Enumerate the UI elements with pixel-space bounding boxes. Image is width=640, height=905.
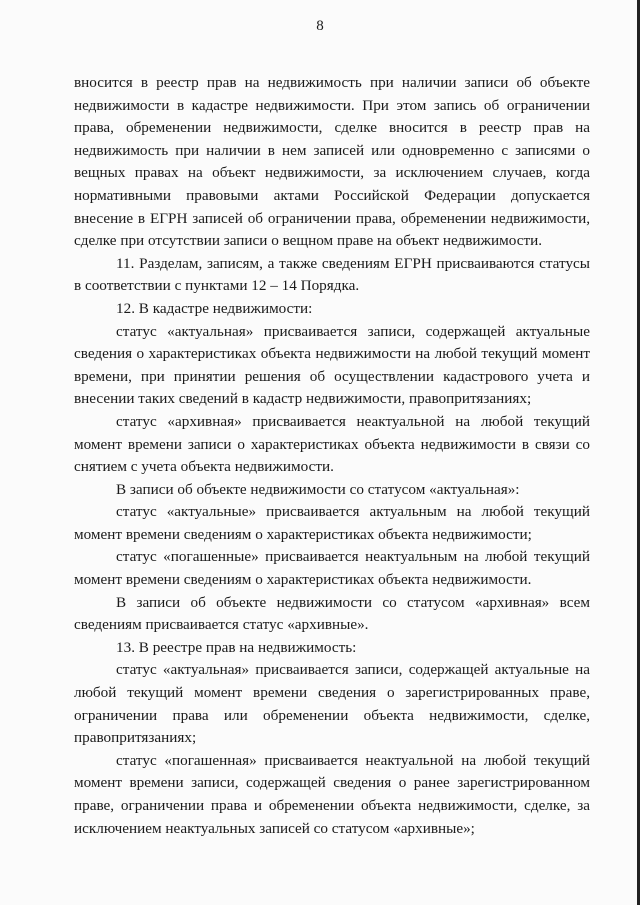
paragraph-status-redeemed-info: статус «погашенные» присваивается неактуальным на любой текущий момент времени сведениям о характеристиках объекта недвижимости. xyxy=(74,548,590,589)
paragraph-actual-record-intro: В записи об объекте недвижимости со статусом «актуальная»: xyxy=(116,480,520,498)
paragraph-status-actual-record: статус «актуальная» присваивается записи, содержащей актуальные сведения о характеристиках объекта недвижимости на любой текущий момент времени, при принятии решения об осуществлении кадастрового учета и внесении таких сведений в кадастр недвижимости, правопритязаниях; xyxy=(74,322,590,408)
paragraph-item-12-heading: 12. В кадастре недвижимости: xyxy=(116,299,313,317)
paragraph-item-13-heading: 13. В реестре прав на недвижимость: xyxy=(116,638,357,656)
paragraph-status-archive-record: статус «архивная» присваивается неактуальной на любой текущий момент времени записи о характеристиках объекта недвижимости в связи со снятием с учета объекта недвижимости. xyxy=(74,412,590,476)
paragraph-status-actual-info: статус «актуальные» присваивается актуальным на любой текущий момент времени сведениям о характеристиках объекта недвижимости; xyxy=(74,503,590,543)
paragraph-archive-record-info: В записи об объекте недвижимости со статусом «архивная» всем сведениям присваивается статус «архивные». xyxy=(74,593,590,634)
page-number: 8 xyxy=(316,18,324,34)
paragraph-status-redeemed-rights: статус «погашенная» присваивается неактуальной на любой текущий момент времени записи, содержащей сведения о ранее зарегистрированном праве, ограничении права и обременении объекта недвижимости, сделке, за исключением неактуальных записей со статусом «архивные»; xyxy=(74,751,590,837)
paragraph-item-11: 11. Разделам, записям, а также сведениям ЕГРН присваиваются статусы в соответствии с пунктами 12 – 14 Порядка. xyxy=(74,254,590,295)
document-body xyxy=(74,72,590,840)
paragraph-status-actual-rights: статус «актуальная» присваивается записи, содержащей актуальные на любой текущий момент времени сведения о зарегистрированных праве, ограничении права или обременении объекта недвижимости, сделке, правопритязаниях; xyxy=(74,661,590,747)
paragraph-continuation: вносится в реестр прав на недвижимость при наличии записи об объекте недвижимости в кадастре недвижимости. При этом запись об ограничении права, обременении недвижимости, сделке вносится в реестр прав на недвижимость при наличии в нем записей или одновременно с записями о вещных правах на объект недвижимости, за исключением случаев, когда нормативными правовыми актами Российской Федерации допускается внесение в ЕГРН записей об ограничении права, обременении недвижимости, сделке при отсутствии записи о вещном праве на объект недвижимости. xyxy=(74,74,590,250)
